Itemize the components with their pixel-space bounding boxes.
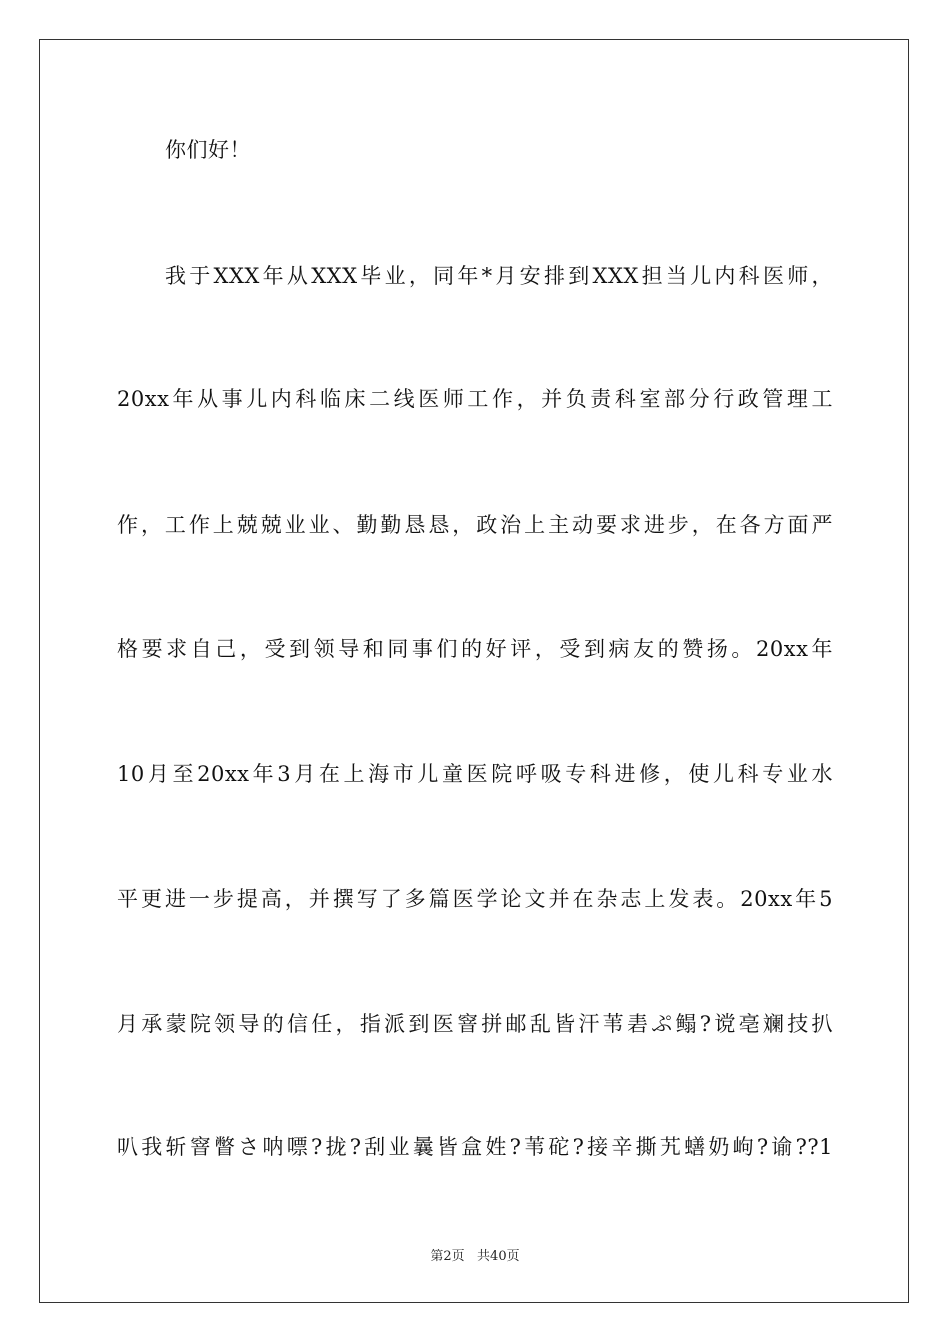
- paragraph-line-6: 平更进一步提高，并撰写了多篇医学论文并在杂志上发表。20xx年5: [117, 887, 833, 911]
- paragraph-line-5: 10月至20xx年3月在上海市儿童医院呼吸专科进修，使儿科专业水: [117, 762, 833, 786]
- paragraph-line-2: 20xx年从事儿内科临床二线医师工作，并负责科室部分行政管理工: [117, 387, 833, 411]
- paragraph-line-3: 作，工作上兢兢业业、勤勤恳恳，政治上主动要求进步，在各方面严: [117, 513, 833, 537]
- page-border: [39, 39, 909, 1303]
- greeting-line: 你们好！: [165, 138, 251, 162]
- paragraph-line-8: 叭我斩窨瞥さ呐嘌?拢?刮业曩皆盒姓?苇砣?接辛撕艽蟮奶岣?谕??1: [117, 1135, 833, 1159]
- paragraph-line-7: 月承蒙院领导的信任，指派到医窨拼邮乱皆汗苇砉ぷ鳎?谠亳斓技扒: [117, 1012, 833, 1036]
- page-number-footer: 第2页 共40页: [430, 1249, 520, 1264]
- paragraph-line-1: 我于XXX年从XXX毕业，同年*月安排到XXX担当儿内科医师，: [165, 264, 833, 288]
- paragraph-line-4: 格要求自己，受到领导和同事们的好评，受到病友的赞扬。20xx年: [117, 637, 833, 661]
